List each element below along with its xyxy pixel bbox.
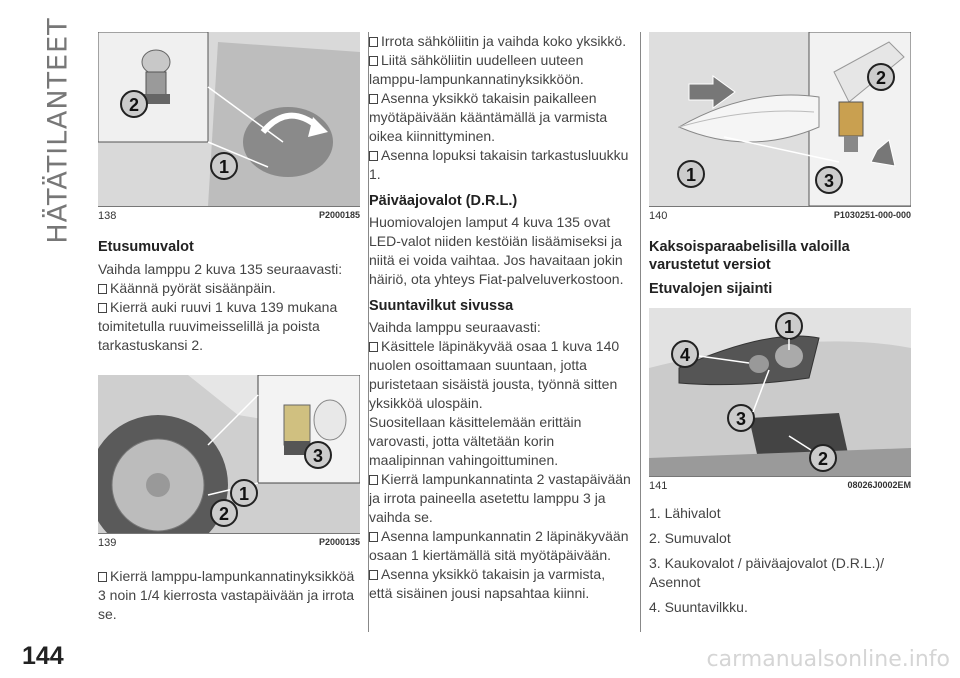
checkbox-icon	[369, 342, 378, 352]
paragraph: Vaihda lamppu seuraavasti:	[369, 319, 541, 335]
heading-drl: Päiväajovalot (D.R.L.)	[369, 193, 518, 209]
column-3	[649, 0, 911, 617]
figure-140-callout: 3	[823, 171, 835, 191]
figure-138-callout: 2	[128, 95, 140, 115]
checkbox-icon	[369, 475, 378, 485]
figure-139-callout: 2	[218, 504, 230, 524]
checklist-item: Asenna lampunkannatin 2 läpinäkyvään osaan 1 kiertämällä sitä myötäpäivään.	[369, 528, 629, 563]
paragraph: Vaihda lamppu 2 kuva 135 seuraavasti:	[98, 261, 343, 277]
page-number: 144	[22, 642, 64, 670]
paragraph: Huomiovalojen lamput 4 kuva 135 ovat LED-valot niiden kestöiän lisäämiseksi ja niitä ei voida vaihtaa. Jos havaitaan jokin häiriö, ota yhteys Fiat-palveluverkostoon.	[369, 214, 624, 287]
figure-140	[649, 32, 911, 206]
list-item: 1. Lähivalot	[649, 505, 721, 521]
checkbox-icon	[98, 284, 107, 294]
figure-139	[98, 375, 360, 533]
list-item: 4. Suuntavilkku.	[649, 599, 748, 615]
figure-141-callout: 2	[817, 449, 829, 469]
checkbox-icon	[98, 303, 107, 313]
heading-front-light-positions: Etuvalojen sijainti	[649, 281, 773, 297]
checklist-item: Irrota sähköliitin ja vaihda koko yksikkö.	[369, 32, 631, 51]
checklist-item: Kierrä auki ruuvi 1 kuva 139 mukana toimitetulla ruuvimeisselillä ja poista tarkastuskansi 2.	[98, 299, 338, 353]
checklist-item: Asenna lopuksi takaisin tarkastusluukku 1.	[369, 147, 629, 182]
column-divider	[640, 32, 641, 632]
checklist-item: Kierrä lampunkannatinta 2 vastapäivään ja irrota paineella asetettu lamppu 3 ja vaihda se.	[369, 471, 631, 525]
figure-140-callout: 2	[875, 68, 887, 88]
figure-141-callout: 1	[783, 317, 795, 337]
checkbox-icon	[98, 572, 107, 582]
list-item: 2. Sumuvalot	[649, 530, 731, 546]
figure-141-caption: 141 08026J0002EM	[649, 476, 911, 492]
chapter-title: HÄTÄTILANTEET	[42, 16, 74, 244]
figure-141-callout: 3	[735, 409, 747, 429]
figure-139-caption: 139 P2000135	[98, 533, 360, 549]
checkbox-icon	[369, 56, 378, 66]
checkbox-icon	[369, 94, 378, 104]
figure-139-callout: 3	[312, 446, 324, 466]
figure-141	[649, 308, 911, 476]
watermark: carmanualsonline.info	[706, 647, 950, 672]
figure-138-caption: 138 P2000185	[98, 206, 360, 222]
heading-side-indicators: Suuntavilkut sivussa	[369, 298, 514, 314]
checklist-item: Asenna yksikkö takaisin paikalleen myötäpäivään kääntämällä ja varmista oikea kiinnittyminen.	[369, 90, 608, 144]
checkbox-icon	[369, 570, 378, 580]
figure-140-caption: 140 P1030251-000-000	[649, 206, 911, 222]
checkbox-icon	[369, 37, 378, 47]
list-item: 3. Kaukovalot / päiväajovalot (D.R.L.)/ Asennot	[649, 555, 885, 590]
figure-141-callout: 4	[679, 345, 691, 365]
heading-fog-lights: Etusumuvalot	[98, 239, 194, 255]
checklist-item: Käännä pyörät sisäänpäin.	[98, 279, 360, 298]
checkbox-icon	[369, 532, 378, 542]
checklist-item: Liitä sähköliitin uudelleen uuteen lamppu-lampunkannatinyksikköön.	[369, 52, 584, 87]
heading-dual-parabola: Kaksoisparaabelisilla valoilla varustetut versiot	[649, 239, 850, 273]
figure-138	[98, 32, 360, 206]
paragraph: Suositellaan käsittelemään erittäin varovasti, jotta vältetään korin maalipinnan vahingoittuminen.	[369, 414, 582, 468]
figure-140-callout: 1	[685, 165, 697, 185]
checklist-item: Kierrä lamppu-lampunkannatinyksikköä 3 noin 1/4 kierrosta vastapäivään ja irrota se.	[98, 568, 355, 622]
figure-139-callout: 1	[238, 484, 250, 504]
checkbox-icon	[369, 151, 378, 161]
column-1	[98, 0, 360, 624]
checklist-item: Asenna yksikkö takaisin ja varmista, että sisäinen jousi napsahtaa kiinni.	[369, 566, 606, 601]
figure-138-callout: 1	[218, 157, 230, 177]
column-2	[369, 32, 631, 603]
checklist-item: Käsittele läpinäkyvää osaa 1 kuva 140 nuolen osoittamaan suuntaan, jotta puristetaan sisäistä jousta, työnnä sitten yksikköä ulospäin.	[369, 338, 620, 411]
